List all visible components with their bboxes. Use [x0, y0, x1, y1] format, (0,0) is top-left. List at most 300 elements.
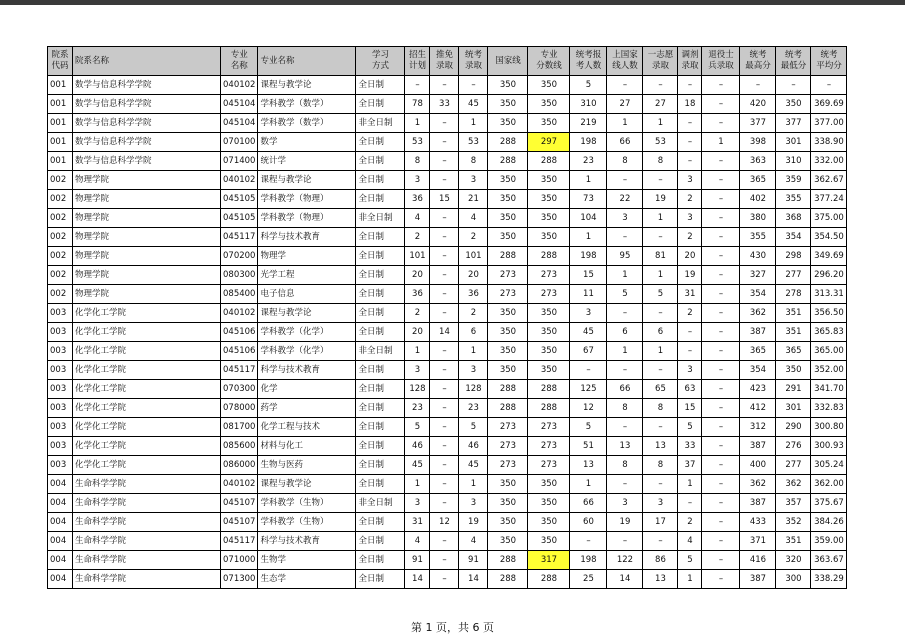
table-cell: 数学与信息科学学院 — [73, 133, 221, 152]
table-cell: – — [430, 342, 459, 361]
table-cell: 198 — [570, 551, 607, 570]
table-cell: 46 — [459, 437, 488, 456]
column-header: 国家线 — [488, 47, 528, 76]
table-cell: 2 — [678, 228, 702, 247]
table-cell: 学科教学（化学） — [258, 342, 356, 361]
table-cell: 001 — [48, 114, 73, 133]
table-row — [48, 532, 847, 551]
table-cell: 350 — [488, 494, 528, 513]
table-row — [48, 152, 847, 171]
table-cell: 1 — [570, 171, 607, 190]
table-cell: 350 — [528, 190, 570, 209]
table-cell: 8 — [607, 456, 643, 475]
table-cell: 3 — [405, 171, 430, 190]
column-header: 上国家 线人数 — [607, 47, 643, 76]
table-cell: 045104 — [221, 95, 258, 114]
table-cell: 23 — [459, 399, 488, 418]
table-cell: 354 — [740, 361, 776, 380]
table-cell: 350 — [528, 228, 570, 247]
table-row — [48, 399, 847, 418]
table-cell: 2 — [678, 513, 702, 532]
table-cell: 350 — [488, 228, 528, 247]
table-cell: – — [702, 361, 740, 380]
table-row — [48, 95, 847, 114]
table-cell: 002 — [48, 228, 73, 247]
table-cell: – — [702, 247, 740, 266]
table-cell: 1 — [678, 570, 702, 589]
table-cell: 273 — [488, 437, 528, 456]
table-cell: 1 — [678, 475, 702, 494]
table-cell: 365 — [776, 342, 811, 361]
table-cell: – — [430, 551, 459, 570]
table-cell: 288 — [488, 570, 528, 589]
table-cell: – — [607, 228, 643, 247]
table-cell: 128 — [459, 380, 488, 399]
table-cell: 273 — [528, 418, 570, 437]
table-cell: – — [702, 152, 740, 171]
table-cell: 全日制 — [356, 361, 405, 380]
table-cell: 4 — [459, 532, 488, 551]
table-cell: 材料与化工 — [258, 437, 356, 456]
table-cell: 380 — [740, 209, 776, 228]
table-cell: 071000 — [221, 551, 258, 570]
table-cell: – — [607, 532, 643, 551]
table-cell: 6 — [643, 323, 678, 342]
table-cell: 327 — [740, 266, 776, 285]
table-cell: 5 — [459, 418, 488, 437]
table-cell: 学科教学（生物） — [258, 494, 356, 513]
table-cell: 91 — [405, 551, 430, 570]
table-cell: 300.93 — [811, 437, 847, 456]
table-cell: 003 — [48, 323, 73, 342]
table-cell: 045104 — [221, 114, 258, 133]
table-row — [48, 114, 847, 133]
table-cell: 33 — [430, 95, 459, 114]
table-cell: 002 — [48, 247, 73, 266]
table-cell: 350 — [776, 361, 811, 380]
table-cell: 349.69 — [811, 247, 847, 266]
table-cell: 312 — [740, 418, 776, 437]
table-cell: 4 — [405, 532, 430, 551]
table-cell: 23 — [405, 399, 430, 418]
table-cell: 350 — [488, 76, 528, 95]
table-cell: 11 — [570, 285, 607, 304]
table-cell: 2 — [459, 304, 488, 323]
table-cell: 384.26 — [811, 513, 847, 532]
table-body — [48, 76, 847, 589]
table-row — [48, 456, 847, 475]
table-cell: 341.70 — [811, 380, 847, 399]
table-cell: 350 — [488, 190, 528, 209]
table-cell: 002 — [48, 190, 73, 209]
table-cell: 非全日制 — [356, 209, 405, 228]
table-cell: 4 — [459, 209, 488, 228]
table-cell: 001 — [48, 95, 73, 114]
table-cell: 4 — [678, 532, 702, 551]
table-cell: 1 — [607, 114, 643, 133]
table-cell: 17 — [643, 513, 678, 532]
table-cell: 45 — [459, 456, 488, 475]
table-cell: 86 — [643, 551, 678, 570]
table-cell: 53 — [405, 133, 430, 152]
table-cell: 8 — [459, 152, 488, 171]
table-row — [48, 76, 847, 95]
table-cell: 3 — [678, 209, 702, 228]
table-cell: 8 — [643, 152, 678, 171]
table-cell: 387 — [740, 437, 776, 456]
table-cell: 3 — [459, 494, 488, 513]
table-row — [48, 513, 847, 532]
table-cell: 350 — [776, 95, 811, 114]
table-cell: 355 — [776, 190, 811, 209]
table-cell: 288 — [528, 380, 570, 399]
table-cell: 3 — [678, 361, 702, 380]
table-cell: 350 — [528, 76, 570, 95]
table-cell: 365 — [740, 171, 776, 190]
table-cell: 350 — [528, 171, 570, 190]
table-cell: 273 — [528, 266, 570, 285]
table-cell: – — [702, 380, 740, 399]
table-cell: – — [702, 513, 740, 532]
table-cell: – — [740, 76, 776, 95]
table-cell: 350 — [488, 304, 528, 323]
table-cell: 1 — [459, 114, 488, 133]
table-cell: 91 — [459, 551, 488, 570]
table-row — [48, 437, 847, 456]
table-cell: 数学 — [258, 133, 356, 152]
table-cell: 001 — [48, 133, 73, 152]
table-cell: 课程与教学论 — [258, 76, 356, 95]
table-cell: 5 — [570, 76, 607, 95]
table-cell: – — [702, 266, 740, 285]
table-cell: 全日制 — [356, 266, 405, 285]
table-cell: 354.50 — [811, 228, 847, 247]
table-cell: 313.31 — [811, 285, 847, 304]
table-cell: 3 — [459, 361, 488, 380]
table-cell: 生命科学学院 — [73, 494, 221, 513]
table-cell: 12 — [570, 399, 607, 418]
table-cell: – — [430, 532, 459, 551]
table-cell: 19 — [607, 513, 643, 532]
table-cell: 420 — [740, 95, 776, 114]
table-cell: 学科教学（物理） — [258, 209, 356, 228]
table-cell: 生命科学学院 — [73, 551, 221, 570]
table-cell: 070200 — [221, 247, 258, 266]
table-cell: 003 — [48, 342, 73, 361]
table-cell: 291 — [776, 380, 811, 399]
table-cell: 1 — [643, 342, 678, 361]
table-cell: 3 — [405, 361, 430, 380]
table-cell: 学科教学（化学） — [258, 323, 356, 342]
table-row — [48, 380, 847, 399]
table-cell: – — [702, 532, 740, 551]
table-cell: 51 — [570, 437, 607, 456]
table-cell: 387 — [740, 323, 776, 342]
table-cell: 363 — [740, 152, 776, 171]
table-cell: 045105 — [221, 209, 258, 228]
table-cell: 276 — [776, 437, 811, 456]
table-cell: 13 — [643, 437, 678, 456]
table-cell: 全日制 — [356, 475, 405, 494]
table-cell: 全日制 — [356, 228, 405, 247]
table-cell: 350 — [488, 114, 528, 133]
table-cell: 004 — [48, 532, 73, 551]
table-cell: 004 — [48, 513, 73, 532]
table-cell: 5 — [607, 285, 643, 304]
table-cell: 化学化工学院 — [73, 399, 221, 418]
table-cell: 数学与信息科学学院 — [73, 114, 221, 133]
table-cell: 350 — [488, 209, 528, 228]
table-cell: 2 — [405, 228, 430, 247]
table-cell: 277 — [776, 266, 811, 285]
table-cell: 359.00 — [811, 532, 847, 551]
table-cell: 198 — [570, 133, 607, 152]
table-cell: 1 — [570, 475, 607, 494]
table-cell: 27 — [607, 95, 643, 114]
table-cell: 300.80 — [811, 418, 847, 437]
table-cell: 001 — [48, 76, 73, 95]
table-cell: 2 — [678, 190, 702, 209]
table-cell: 351 — [776, 323, 811, 342]
table-cell: 332.83 — [811, 399, 847, 418]
table-cell: – — [607, 304, 643, 323]
table-row — [48, 418, 847, 437]
table-cell: – — [430, 304, 459, 323]
table-cell: 003 — [48, 418, 73, 437]
column-header: 调剂 录取 — [678, 47, 702, 76]
table-cell: 全日制 — [356, 285, 405, 304]
table-cell: 104 — [570, 209, 607, 228]
table-cell: 生态学 — [258, 570, 356, 589]
table-cell: – — [607, 475, 643, 494]
table-cell: – — [430, 456, 459, 475]
table-cell: – — [607, 171, 643, 190]
column-header: 专业 名称 — [221, 47, 258, 76]
table-cell: 125 — [570, 380, 607, 399]
table-cell: 362 — [740, 304, 776, 323]
table-cell: 非全日制 — [356, 494, 405, 513]
table-cell: – — [405, 76, 430, 95]
table-cell: 288 — [488, 247, 528, 266]
table-cell: 362 — [740, 475, 776, 494]
table-cell: 化学化工学院 — [73, 342, 221, 361]
table-cell: 全日制 — [356, 76, 405, 95]
table-cell: 301 — [776, 399, 811, 418]
table-cell: 371 — [740, 532, 776, 551]
table-cell: – — [678, 133, 702, 152]
table-cell: 3 — [643, 494, 678, 513]
table-cell: 66 — [570, 494, 607, 513]
table-row — [48, 209, 847, 228]
table-row — [48, 323, 847, 342]
table-cell: – — [430, 114, 459, 133]
table-cell: 045105 — [221, 190, 258, 209]
table-cell: 003 — [48, 456, 73, 475]
table-cell: 355 — [740, 228, 776, 247]
table-cell: 13 — [643, 570, 678, 589]
table-cell: 生命科学学院 — [73, 532, 221, 551]
table-cell: 377.00 — [811, 114, 847, 133]
table-cell: 全日制 — [356, 570, 405, 589]
table-cell: 045107 — [221, 494, 258, 513]
table-cell: 2 — [405, 304, 430, 323]
table-cell: 320 — [776, 551, 811, 570]
table-cell: 300 — [776, 570, 811, 589]
table-row — [48, 361, 847, 380]
table-cell: 21 — [459, 190, 488, 209]
table-cell: 398 — [740, 133, 776, 152]
table-cell: 402 — [740, 190, 776, 209]
table-cell: – — [430, 570, 459, 589]
table-cell: 273 — [488, 456, 528, 475]
table-cell: 004 — [48, 570, 73, 589]
table-cell: 101 — [405, 247, 430, 266]
table-cell: 350 — [528, 209, 570, 228]
column-header: 学习 方式 — [356, 47, 405, 76]
column-header: 统考报 考人数 — [570, 47, 607, 76]
table-cell: – — [607, 76, 643, 95]
table-cell: 002 — [48, 209, 73, 228]
table-cell: 002 — [48, 171, 73, 190]
table-cell: 365 — [740, 342, 776, 361]
table-cell: 350 — [488, 342, 528, 361]
table-cell: 课程与教学论 — [258, 304, 356, 323]
table-cell: 1 — [459, 475, 488, 494]
table-cell: 科学与技术教育 — [258, 228, 356, 247]
table-cell: 430 — [740, 247, 776, 266]
table-cell: 25 — [570, 570, 607, 589]
table-cell: 1 — [405, 475, 430, 494]
table-cell: – — [702, 342, 740, 361]
table-row — [48, 247, 847, 266]
table-cell: – — [430, 76, 459, 95]
table-cell: – — [643, 228, 678, 247]
table-cell: 1 — [459, 342, 488, 361]
table-cell: – — [430, 171, 459, 190]
table-cell: 13 — [570, 456, 607, 475]
table-cell: 46 — [405, 437, 430, 456]
table-cell: 物理学院 — [73, 285, 221, 304]
table-cell: 362 — [776, 475, 811, 494]
table-cell: 377 — [776, 114, 811, 133]
table-cell: 66 — [607, 380, 643, 399]
table-cell: 化学化工学院 — [73, 456, 221, 475]
table-cell: – — [643, 171, 678, 190]
table-cell: 433 — [740, 513, 776, 532]
table-cell: 362.67 — [811, 171, 847, 190]
table-cell: – — [430, 437, 459, 456]
table-cell: 128 — [405, 380, 430, 399]
table-cell: 22 — [607, 190, 643, 209]
table-cell: – — [430, 418, 459, 437]
column-header: 专业 分数线 — [528, 47, 570, 76]
table-cell: – — [430, 494, 459, 513]
table-cell: 040102 — [221, 76, 258, 95]
table-cell: 全日制 — [356, 456, 405, 475]
table-cell: 003 — [48, 361, 73, 380]
table-cell: 非全日制 — [356, 342, 405, 361]
table-cell: – — [643, 304, 678, 323]
table-cell: 3 — [678, 171, 702, 190]
table-cell: – — [430, 361, 459, 380]
table-cell: 416 — [740, 551, 776, 570]
table-cell: 288 — [488, 551, 528, 570]
table-cell: 14 — [607, 570, 643, 589]
table-cell: – — [678, 76, 702, 95]
table-row — [48, 228, 847, 247]
table-cell: 20 — [405, 323, 430, 342]
column-header: 招生 计划 — [405, 47, 430, 76]
table-cell: 全日制 — [356, 418, 405, 437]
table-cell: 27 — [643, 95, 678, 114]
table-cell: 003 — [48, 304, 73, 323]
table-cell: 298 — [776, 247, 811, 266]
table-cell: 1 — [570, 228, 607, 247]
column-header: 统考 最低分 — [776, 47, 811, 76]
table-cell: – — [643, 418, 678, 437]
table-cell: 288 — [528, 399, 570, 418]
table-cell: – — [607, 361, 643, 380]
table-cell: 365.83 — [811, 323, 847, 342]
table-cell: 53 — [643, 133, 678, 152]
table-cell: 350 — [488, 95, 528, 114]
table-cell: 045117 — [221, 532, 258, 551]
table-row — [48, 342, 847, 361]
table-row — [48, 551, 847, 570]
table-cell: 004 — [48, 475, 73, 494]
table-cell: 科学与技术教育 — [258, 532, 356, 551]
table-cell: – — [678, 342, 702, 361]
table-cell: 2 — [678, 304, 702, 323]
table-cell: 4 — [405, 209, 430, 228]
table-cell: 003 — [48, 399, 73, 418]
table-cell: 350 — [528, 494, 570, 513]
table-cell: 物理学院 — [73, 209, 221, 228]
table-cell: 数学与信息科学学院 — [73, 152, 221, 171]
table-cell: 1 — [405, 114, 430, 133]
table-cell: 297 — [528, 133, 570, 152]
table-cell: – — [702, 494, 740, 513]
table-cell: 350 — [488, 361, 528, 380]
table-cell: 288 — [488, 380, 528, 399]
page-footer: 第 1 页，共 6 页 — [411, 621, 494, 634]
table-cell: 生命科学学院 — [73, 513, 221, 532]
table-cell: 物理学院 — [73, 190, 221, 209]
table-cell: 352 — [776, 513, 811, 532]
table-cell: 81 — [643, 247, 678, 266]
table-cell: 359 — [776, 171, 811, 190]
table-cell: 课程与教学论 — [258, 475, 356, 494]
table-cell: 12 — [430, 513, 459, 532]
table-cell: – — [702, 475, 740, 494]
table-cell: 药学 — [258, 399, 356, 418]
table-cell: 全日制 — [356, 95, 405, 114]
table-cell: – — [678, 494, 702, 513]
table-cell: 全日制 — [356, 437, 405, 456]
table-cell: – — [702, 228, 740, 247]
table-cell: – — [643, 532, 678, 551]
top-window-bar — [0, 0, 905, 5]
table-cell: – — [702, 323, 740, 342]
table-cell: 356.50 — [811, 304, 847, 323]
table-cell: 273 — [488, 266, 528, 285]
table-cell: 350 — [488, 475, 528, 494]
table-cell: 352.00 — [811, 361, 847, 380]
table-cell: 6 — [607, 323, 643, 342]
table-cell: 1 — [643, 209, 678, 228]
table-cell: 化学 — [258, 380, 356, 399]
table-cell: 375.00 — [811, 209, 847, 228]
